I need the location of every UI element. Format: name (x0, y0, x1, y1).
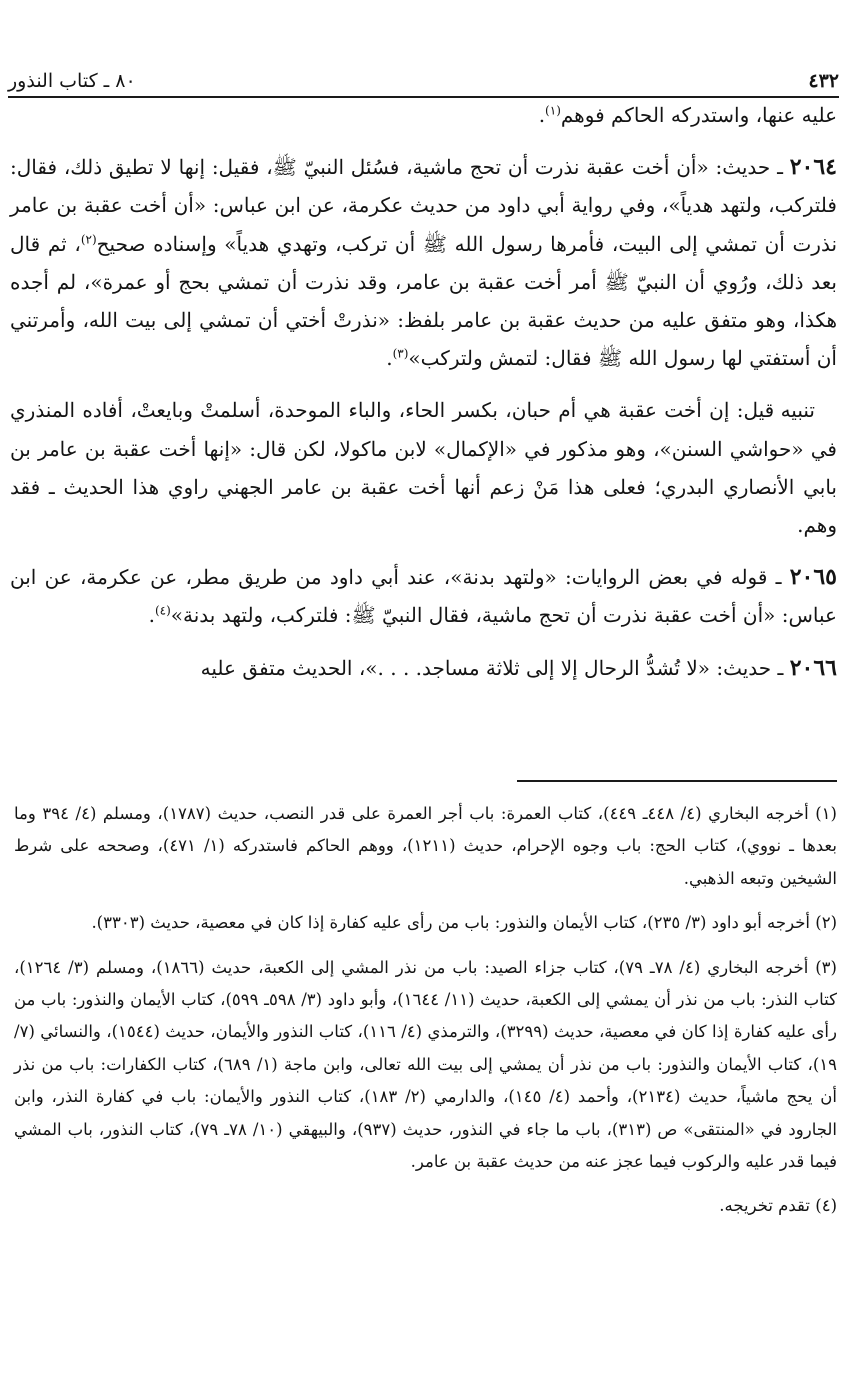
footnote-ref: (٣) (392, 346, 409, 361)
note-paragraph (10, 391, 837, 544)
footnote-4: (٤) تقدم تخريجه. (719, 1196, 837, 1216)
hadith-2064 (10, 148, 837, 377)
footnote-divider (517, 780, 837, 782)
paragraph-text-cont: ، ثم قال بعد ذلك، ورُوي أن النبيّ ﷺ أمر أخت عقبة بن عامر، وقد نذرت أن تمشي بحج أو عمرة»، لم أجده هكذا، وهو متفق عليه من حديث عقبة بن عامر بلفظ: «نذرتْ أختي أن تمشي إلى بيت الله، وأمرتني أن أستفتي لها رسول الله ﷺ فقال: لتمش ولتركب» (10, 231, 837, 371)
page-number: ٤٣٢ (808, 70, 839, 92)
chapter-title: ٨٠ ـ كتاب النذور (8, 70, 136, 92)
hadith-2066 (10, 649, 837, 687)
paragraph-tail: . (148, 603, 155, 628)
paragraph-text: تنبيه قيل: إن أخت عقبة هي أم حبان، بكسر الحاء، والباء الموحدة، أسلمتْ وبايعتْ، أفاده المنذري في «حواشي السنن»، وهو مذكور في «الإكمال» لابن ماكولا، لكن قال: «إنها أخت عقبة بن عامر بن بابي الأنصاري البدري؛ فعلى هذا مَنْ زعم أنها أخت عقبة بن عامر الجهني راوي هذا الحديث ـ فقد وهم. (10, 398, 837, 538)
paragraph-tail: . (386, 346, 393, 371)
hadith-number: ٢٠٦٤ (789, 154, 837, 181)
footnote-ref: (١) (545, 103, 561, 118)
page-header (8, 60, 839, 98)
paragraph-tail: . (538, 103, 546, 127)
hadith-number: ٢٠٦٦ (789, 654, 837, 681)
paragraph-text: عليه عنها، واستدركه الحاكم فوهم (560, 103, 837, 127)
footnote-1: (١) أخرجه البخاري (٤/ ٤٤٨ـ ٤٤٩)، كتاب العمرة: باب أجر العمرة على قدر النصب، حديث (١٧٨٧)، ومسلم (٤/ ٣٩٤ وما بعدها ـ نووي)، كتاب الحج: باب وجوه الإحرام، حديث (١٢١١)، ووهم الحاكم فاستدركه (١/ ٤٧١)، وصححه على شرط الشيخين وتبعه الذهبي. (14, 804, 837, 888)
paragraph-text: ـ قوله في بعض الروايات: «ولتهد بدنة»، عند أبي داود من طريق مطر، عن عكرمة، عن ابن عباس: «أن أخت عقبة نذرت أن تحج ماشية، فقال النبيّ ﷺ: فلتركب، ولتهد بدنة» (10, 565, 837, 628)
paragraph-text: ـ حديث: «أن أخت عقبة نذرت أن تحج ماشية، فسُئل النبيّ ﷺ، فقيل: إنها لا تطيق ذلك، فقال: فلتركب، ولتهد هدياً»، وفي رواية أبي داود من حديث عكرمة، عن ابن عباس: «أن أخت عقبة بن عامر نذرت أن تمشي إلى البيت، فأمرها رسول الله ﷺ أن تركب، وتهدي هدياً» وإسناده صحيح (10, 155, 838, 256)
footnote-ref: (٤) (154, 603, 171, 618)
footnote-ref: (٢) (80, 231, 97, 246)
footnote-3: (٣) أخرجه البخاري (٤/ ٧٨ـ ٧٩)، كتاب جزاء الصيد: باب من نذر المشي إلى الكعبة، حديث (١٨٦٦)، ومسلم (٣/ ١٢٦٤)، كتاب النذر: باب من نذر أن يمشي إلى الكعبة، حديث (١١/ ١٦٤٤)، وأبو داود (٣/ ٥٩٨ـ ٥٩٩)، كتاب الأيمان والنذور: باب من رأى عليه كفارة إذا كان في معصية، حديث (٣٢٩٩)، والترمذي (٤/ ١١٦)، كتاب النذور والأيمان، حديث (١٥٤٤)، والنسائي (٧/ ١٩)، كتاب الأيمان والنذور: باب من نذر أن يمشي إلى بيت الله تعالى، وابن ماجة (١/ ٦٨٩)، كتاب الكفارات: باب من نذر أن يحج ماشياً، حديث (٢١٣٤)، وأحمد (٤/ ١٤٥)، والدارمي (٢/ ١٨٣)، كتاب النذور والأيمان: باب في كفارة النذر، وابن الجارود في «المنتقى» ص (٣١٣)، باب ما جاء في النذور، حديث (٩٣٧)، والبيهقي (١٠/ ٧٨ـ ٧٩)، كتاب النذور، باب المشي فيما قدر عليه والركوب فيما عجز عنه من حديث عقبة بن عامر. (14, 957, 837, 1172)
hadith-number: ٢٠٦٥ (789, 564, 837, 591)
hadith-2065 (10, 558, 837, 634)
main-text (10, 96, 837, 687)
paragraph-continuation (10, 96, 837, 134)
footnotes (14, 798, 837, 1235)
footnote-2: (٢) أخرجه أبو داود (٣/ ٢٣٥)، كتاب الأيمان والنذور: باب من رأى عليه كفارة إذا كان في معصية، حديث (٣٣٠٣). (91, 913, 837, 933)
paragraph-text: ـ حديث: «لا تُشدُّ الرحال إلا إلى ثلاثة مساجد. . . .»، الحديث متفق عليه (200, 655, 784, 680)
